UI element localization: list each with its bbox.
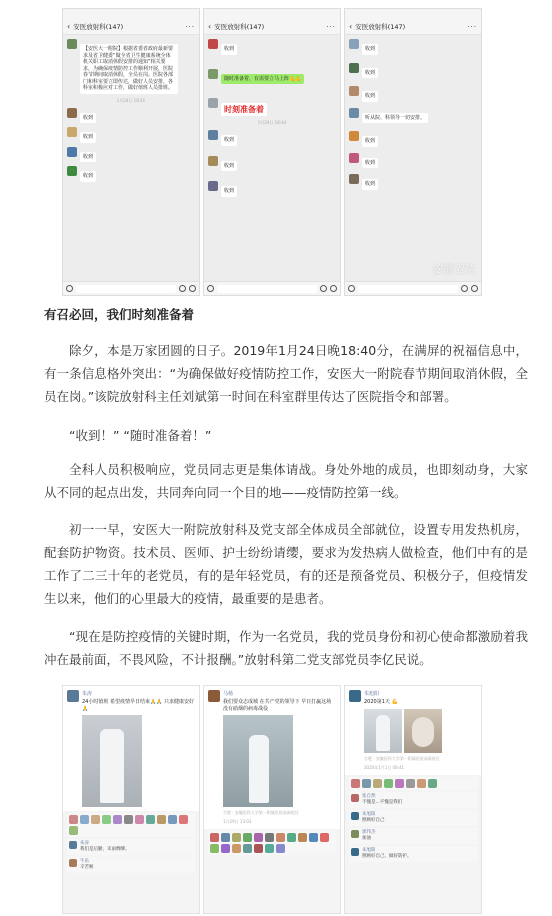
timestamp: 1月24日 18:44 bbox=[257, 120, 287, 125]
status-bar bbox=[63, 9, 199, 19]
avatar bbox=[349, 86, 359, 96]
avatar bbox=[67, 39, 77, 49]
likes-avatars bbox=[67, 813, 195, 837]
chat-input-bar bbox=[345, 281, 481, 295]
moment-screen-3 bbox=[344, 685, 482, 914]
chat-title: 安医放射科(147) bbox=[214, 23, 265, 31]
avatar bbox=[351, 812, 359, 820]
article-paragraph: 除夕，本是万家团圆的日子。2019年1月24日晚18:40分，在满屏的祝福信息中，有一条信息格外突出：“为确保做好疫情防控工作，安医大一附院春节期间取消休假，全员在岗。”该院放射科主任刘斌第一时间在科室群里传达了医院指令和部署。 bbox=[44, 343, 528, 404]
likes-avatars bbox=[349, 777, 477, 790]
status-bar bbox=[204, 9, 340, 19]
emoji-icon[interactable] bbox=[461, 285, 468, 292]
post-location[interactable]: 合肥 · 安徽医科大学第一附属医院高新院区 bbox=[364, 755, 440, 761]
chat-message bbox=[349, 39, 477, 55]
commenter-name: 郭伟杰 bbox=[362, 829, 376, 835]
comment bbox=[67, 857, 195, 873]
message-bubble: 收到 bbox=[221, 135, 237, 146]
chat-message bbox=[208, 181, 336, 197]
comment bbox=[67, 839, 195, 855]
plus-icon[interactable] bbox=[189, 285, 196, 292]
post-text: 24小时值班 希望疫情早日结束🙏🙏 只求健康安好🙏 bbox=[82, 699, 194, 712]
post-text: 我们要众志成城 在共产党的领导下 早日打赢这场没有硝烟的病毒战役 bbox=[223, 699, 332, 712]
message-input[interactable] bbox=[76, 285, 176, 293]
avatar bbox=[208, 181, 218, 191]
avatar bbox=[349, 131, 359, 141]
avatar bbox=[67, 108, 77, 118]
article-paragraph: “收到！” “随时准备着！” bbox=[69, 428, 212, 443]
chat-message bbox=[349, 131, 477, 147]
chat-message bbox=[349, 174, 477, 190]
message-bubble: 收到 bbox=[362, 44, 378, 55]
commenter-name: 张自然 bbox=[362, 793, 376, 799]
message-bubble: 收到 bbox=[80, 171, 96, 182]
section-heading: 有召必回，我们时刻准备着 bbox=[44, 307, 195, 322]
plus-icon[interactable] bbox=[330, 285, 337, 292]
avatar bbox=[208, 156, 218, 166]
voice-icon[interactable] bbox=[348, 285, 355, 292]
plus-icon[interactable] bbox=[471, 285, 478, 292]
comment-text: 照顾好自己 bbox=[362, 817, 385, 823]
chat-message bbox=[67, 39, 195, 94]
post-photo-grid bbox=[364, 709, 477, 753]
message-input[interactable] bbox=[217, 285, 317, 293]
avatar bbox=[69, 859, 77, 867]
avatar bbox=[349, 39, 359, 49]
poster-name: 朱涛 bbox=[82, 691, 93, 697]
moment-post bbox=[63, 686, 199, 811]
more-icon[interactable]: ··· bbox=[185, 22, 195, 31]
avatar bbox=[351, 794, 359, 802]
chat-titlebar bbox=[63, 19, 199, 35]
chat-titlebar bbox=[204, 19, 340, 35]
comment-text: 加油 bbox=[362, 835, 371, 841]
avatar bbox=[67, 166, 77, 176]
avatar bbox=[208, 39, 218, 49]
avatar bbox=[349, 153, 359, 163]
chat-message bbox=[208, 98, 336, 116]
comment bbox=[349, 846, 477, 862]
more-icon[interactable]: ··· bbox=[326, 22, 336, 31]
comment-text: 照顾好自己，做好防护。 bbox=[362, 853, 412, 859]
avatar bbox=[349, 63, 359, 73]
moment-screen-1 bbox=[62, 685, 200, 914]
avatar bbox=[208, 69, 218, 79]
chat-screen-2 bbox=[203, 8, 341, 296]
poster-name: 朱旭阳 bbox=[364, 691, 380, 697]
chat-titlebar bbox=[345, 19, 481, 35]
comment-text: 辛苦啦 bbox=[80, 865, 94, 870]
avatar bbox=[351, 830, 359, 838]
avatar bbox=[208, 690, 220, 702]
post-time: 2020年1月1日 08:41 bbox=[364, 764, 405, 770]
commenter-name: 朱旭阳 bbox=[362, 847, 376, 853]
chat-message bbox=[208, 156, 336, 172]
avatar bbox=[349, 690, 361, 702]
message-bubble: 收到 bbox=[362, 91, 378, 102]
message-bubble: 听从院、科领导一切安排。 bbox=[362, 113, 428, 124]
message-bubble: 收到 bbox=[362, 179, 378, 190]
comment bbox=[349, 810, 477, 826]
voice-icon[interactable] bbox=[66, 285, 73, 292]
chat-message bbox=[349, 153, 477, 169]
avatar bbox=[349, 108, 359, 118]
chat-screen-3 bbox=[344, 8, 482, 296]
likes-avatars bbox=[208, 831, 336, 855]
emoji-icon[interactable] bbox=[179, 285, 186, 292]
message-bubble: 收到 bbox=[362, 136, 378, 147]
status-bar bbox=[345, 9, 481, 19]
back-arrow-icon[interactable]: ‹ bbox=[208, 22, 212, 31]
chat-message bbox=[67, 108, 195, 124]
post-location[interactable]: 合肥 · 安徽医科大学第一附属医院高新院区 bbox=[223, 810, 299, 815]
chat-message bbox=[208, 39, 336, 55]
post-photo[interactable] bbox=[404, 709, 442, 753]
message-bubble: 收到 bbox=[80, 113, 96, 124]
post-time: 1月29日 13:03 bbox=[223, 819, 252, 824]
more-icon[interactable]: ··· bbox=[467, 22, 477, 31]
moment-post bbox=[204, 686, 340, 829]
moments-screenshot-collage bbox=[62, 685, 482, 914]
chat-title: 安医放射科(147) bbox=[73, 23, 124, 31]
chat-message bbox=[67, 147, 195, 163]
article-paragraph: 全科人员积极响应，党员同志更是集体请战。身处外地的成员，也即刻动身，大家从不同的起点出发，共同奔向同一个目的地——疫情防控第一线。 bbox=[44, 462, 528, 500]
avatar bbox=[349, 174, 359, 184]
post-photo[interactable] bbox=[82, 715, 142, 807]
post-photo[interactable] bbox=[364, 709, 402, 753]
avatar bbox=[67, 147, 77, 157]
chat-screenshot-collage bbox=[62, 8, 482, 296]
message-bubble: 收到 bbox=[80, 152, 96, 163]
poster-name: 马杨 bbox=[223, 691, 234, 697]
avatar bbox=[351, 848, 359, 856]
chat-message bbox=[208, 69, 336, 85]
chat-message bbox=[349, 108, 477, 124]
message-bubble: 收到 bbox=[362, 68, 378, 79]
chat-input-bar bbox=[204, 281, 340, 295]
commenter-name: 朱涛 bbox=[80, 841, 89, 846]
article-paragraph: 初一一早，安医大一附院放射科及党支部全体成员全部就位，设置专用发热机房，配套防护物资。技术员、医师、护士纷纷请缨，要求为发热病人做检查，他们中有的是工作了二三十年的老党员，有的是年轻党员，有的还是预备党员、积极分子，但疫情发生以来，他们的心里最大的疫情，最重要的是患者。 bbox=[44, 522, 528, 606]
post-photo[interactable] bbox=[223, 715, 293, 807]
avatar bbox=[69, 841, 77, 849]
avatar bbox=[67, 127, 77, 137]
chat-message bbox=[67, 166, 195, 182]
message-bubble: 随时准备着，有需要立马上阵💪💪 bbox=[221, 74, 304, 85]
watermark-logo: 安徽卫生 bbox=[431, 263, 475, 276]
message-bubble: 收到 bbox=[362, 158, 378, 169]
commenter-name: 朱旭阳 bbox=[362, 811, 376, 817]
avatar bbox=[208, 130, 218, 140]
message-bubble: 收到 bbox=[80, 132, 96, 143]
moment-post bbox=[345, 686, 481, 775]
avatar bbox=[208, 98, 218, 108]
message-input[interactable] bbox=[358, 285, 458, 293]
post-text: 2020第1天 💪 bbox=[364, 699, 398, 705]
message-bubble: 收到 bbox=[221, 186, 237, 197]
timestamp: 1月24日 18:41 bbox=[116, 97, 146, 103]
article-paragraph: “现在是防控疫情的关键时期，作为一名党员，我的党员身份和初心使命都激励着我冲在最前面，不畏风险，不计报酬。”放射科第二党支部党员李亿民说。 bbox=[44, 629, 528, 667]
chat-input-bar bbox=[63, 281, 199, 295]
chat-title: 安医放射科(147) bbox=[355, 23, 406, 31]
chat-message bbox=[349, 86, 477, 102]
message-bubble: 【安医大一附院】根据省委省政府最新要求及省卫健委“做全省卫生健康系统全体机关职工取消休假安排的通知”相关要求，为确保疫情防控工作顺利开展，医院春节期间取消休假，全员在岗。医院各部门和科室要立即传达，做好人员安排，各科室积极应对工作，做好值班人员排班。 bbox=[80, 44, 178, 94]
voice-icon[interactable] bbox=[207, 285, 214, 292]
comment-text: 不愧是...不愧是我们 bbox=[362, 799, 403, 805]
back-arrow-icon[interactable]: ‹ bbox=[67, 22, 71, 31]
chat-screen-1 bbox=[62, 8, 200, 296]
avatar bbox=[67, 690, 79, 702]
commenter-name: 牛乐 bbox=[80, 859, 89, 864]
comment-text: 我们是后勤，未雨绸缪。 bbox=[80, 847, 130, 852]
chat-message bbox=[208, 130, 336, 146]
message-bubble-highlight: 时刻准备着 bbox=[221, 103, 267, 116]
comment bbox=[349, 828, 477, 844]
message-bubble: 收到 bbox=[221, 44, 237, 55]
chat-message bbox=[349, 63, 477, 79]
message-bubble: 收到 bbox=[221, 161, 237, 172]
back-arrow-icon[interactable]: ‹ bbox=[349, 22, 353, 31]
emoji-icon[interactable] bbox=[320, 285, 327, 292]
comment bbox=[349, 792, 477, 808]
chat-message bbox=[67, 127, 195, 143]
moment-screen-2 bbox=[203, 685, 341, 914]
